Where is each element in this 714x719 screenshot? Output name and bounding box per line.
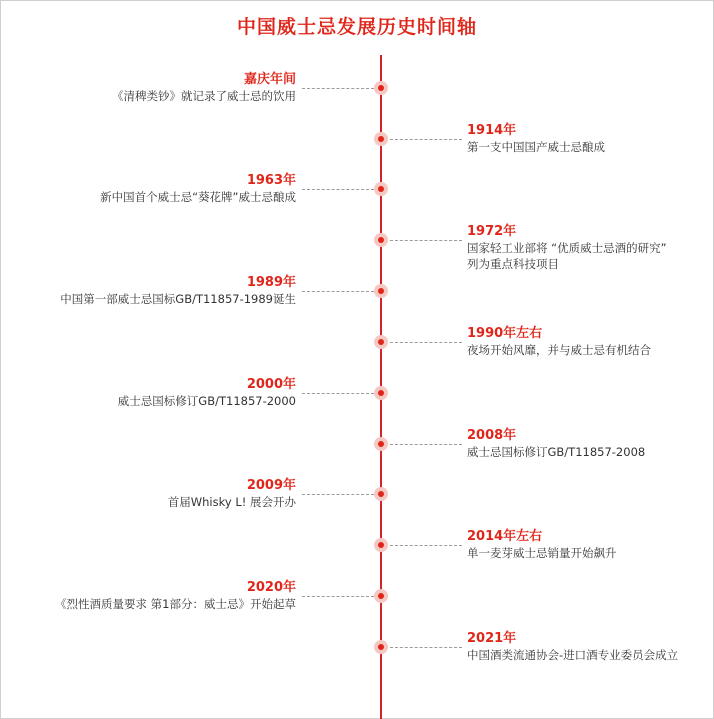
timeline-event [60,274,296,307]
event-description: 夜场开始风靡，并与威士忌有机结合 [467,343,651,357]
timeline-event [100,172,296,205]
event-description: 第一支中国国产威士忌酿成 [467,140,605,154]
connector-line [390,139,462,140]
connector-line [390,545,462,546]
timeline-event [112,71,296,104]
timeline-marker [374,233,388,247]
timeline-event [55,579,296,612]
timeline-marker [374,487,388,501]
event-description: 国家轻工业部将 “优质威士忌酒的研究” [467,241,667,255]
timeline-marker [374,589,388,603]
timeline-event [168,477,296,510]
connector-line [390,240,462,241]
event-description: 首届Whisky L! 展会开办 [167,495,296,509]
connector-line [390,342,462,343]
timeline-marker [374,335,388,349]
timeline-marker [374,284,388,298]
timeline-marker [374,81,388,95]
connector-line [302,494,374,495]
connector-line [302,189,374,190]
event-description: 列为重点科技项目 [467,257,559,271]
timeline-event [467,325,651,358]
event-year: 嘉庆年间 [243,72,296,87]
event-year: 1990年左右 [467,326,543,341]
event-year: 2021年 [467,631,517,646]
connector-line [302,291,374,292]
event-year: 2008年 [467,428,517,443]
timeline-event [467,630,678,663]
connector-line [302,393,374,394]
connector-line [302,596,374,597]
event-description: 新中国首个威士忌“葵花牌”威士忌酿成 [100,190,296,204]
connector-line [302,88,374,89]
diagram-title: 中国威士忌发展历史时间轴 [236,16,477,38]
timeline-marker [374,437,388,451]
timeline-event [467,122,605,155]
event-year: 2020年 [246,580,296,595]
event-year: 2014年左右 [467,529,543,544]
timeline-event [467,528,617,561]
timeline-event [118,376,296,409]
timeline-marker [374,386,388,400]
timeline-event [467,223,667,272]
event-description: 威士忌国标修订GB/T11857-2008 [467,445,646,459]
event-description: 《清稗类钞》就记录了威士忌的饮用 [112,89,296,103]
event-description: 《烈性酒质量要求 第1部分：威士忌》开始起草 [55,597,296,611]
connector-line [390,444,462,445]
connector-line [390,647,462,648]
timeline-marker [374,640,388,654]
timeline-event [467,427,645,460]
event-year: 1989年 [246,275,296,290]
timeline-marker [374,182,388,196]
event-year: 1963年 [246,173,296,188]
event-description: 威士忌国标修订GB/T11857-2000 [117,394,296,408]
event-description: 中国第一部威士忌国标GB/T11857-1989诞生 [60,292,296,306]
event-year: 1914年 [467,123,517,138]
event-year: 1972年 [467,224,517,239]
event-description: 单一麦芽威士忌销量开始飙升 [467,546,617,560]
event-year: 2000年 [246,377,296,392]
event-description: 中国酒类流通协会-进口酒专业委员会成立 [467,648,679,662]
timeline-marker [374,538,388,552]
event-year: 2009年 [246,478,296,493]
timeline-marker [374,132,388,146]
